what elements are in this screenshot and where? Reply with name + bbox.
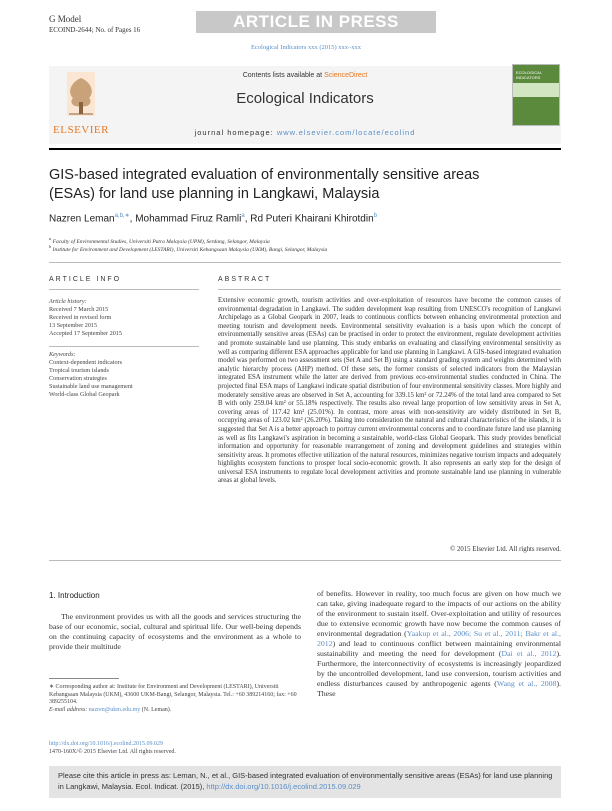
email-link[interactable]: nazren@ukm.edu.my	[88, 706, 141, 713]
homepage-link[interactable]: www.elsevier.com/locate/ecolind	[276, 128, 416, 137]
journal-reference[interactable]: Ecological Indicators xxx (2015) xxx–xxx	[250, 44, 362, 51]
author-separator: ,	[244, 213, 251, 225]
divider	[49, 338, 199, 347]
history-item: Accepted 17 September 2015	[49, 330, 123, 337]
issn-copyright: 1470-160X/© 2015 Elsevier Ltd. All rights reserved.	[49, 749, 176, 755]
homepage-label: journal homepage:	[194, 128, 274, 137]
divider	[49, 262, 561, 263]
gmodel-label	[49, 14, 140, 36]
author-name[interactable]: Nazren Leman	[49, 213, 115, 225]
divider	[49, 289, 199, 290]
section-heading-introduction: 1. Introduction	[49, 591, 100, 600]
history-item: 13 September 2015	[49, 322, 98, 329]
abstract-heading: ABSTRACT	[218, 276, 272, 283]
intro-left-text: The environment provides us with all the goods and services structuring the base of our economic, social, cultural and spiritual life. Our well-being depends on the continuing capacity of ecosystems and the environment as a whole to provide their multitude	[49, 612, 301, 651]
history-label: Article history:	[49, 298, 87, 305]
article-info	[49, 298, 199, 399]
footnote-text: ∗ Corresponding author at: Institute for Environment and Development (LESTARI), Universiti Kebangsaan Malaysia (UKM), 43600 UKM-Bangi, Selangor, Malaysia. Tel.: +60 389214160; fax: +60 389255104.	[49, 684, 297, 706]
gmodel-text: G Model	[49, 14, 82, 24]
keyword: Tropical tourism islands	[49, 367, 109, 374]
corresponding-author-footnote	[49, 684, 309, 714]
intro-right-text: of benefits. However in reality, too much focus are given on how much we can take, giving inadequate regard to the impacts of our actions on the ability of the environment to sustain itself. Over-exploitation and utility of resources due to extensive economic growth have now become the common causes of environmental degradation (	[317, 589, 561, 638]
citation-link[interactable]: Yaakup et al., 2006; Su et al., 2011; Bakr et al., 2012	[317, 629, 561, 648]
intro-right-paragraph	[317, 589, 561, 699]
keyword: Conservation strategies	[49, 375, 107, 382]
intro-right-text: ) and lead to continuous conflict between maintaining environmental sustainability and meeting the need for development (	[317, 639, 561, 658]
affiliation-b	[49, 244, 327, 253]
abstract-text: Extensive economic growth, tourism activities and over-exploitation of resources have become the common causes of environmental degradation in Langkawi. The sudden development leap resulting from UNESCO's recognition of Langkawi Archipelago as a Global Geopark in 2007, leads to continuous conflicts between enhancing environmental protection and meeting tourism and development needs. Environmental sensitivity evaluation is a basis upon which the concept of environmentally sensitive areas (ESAs) can be practised in order to protect the environment, regulate development activities and promote sustainable land use planning. This study embarks on evaluating and classifying environmental sensitivity as well as comparing different ESA approaches applicable for land use planning in Langkawi. A GIS-based integrated evaluation model was performed on two assessment sets (Set A and Set B) using a standard grading system and weights determined with analytic hierarchy process (AHP) method. Of these sets, the former consists of selected indicators from the Malaysian integrated ESA instrument while the latter are derived from previous eco-environmental studies conducted in China. The projected final ESA maps of Langkawi indicate spatial distribution of four environmental sensitivity classes. More highly and moderately sensitive areas are observed in Set A, accounting for 339.15 km² or 72.24% of the total land area compared to Set B with only 259.04 km² or 55.18% respectively. The results also reveal large proportion of low sensitivity areas in Set A, covering areas of 117.42 km² (25.01%). In contrast, more areas with non-sensitivity are widely distributed in Set B, occupying areas of 123.02 km² (26.20%). Taking into consideration the natural and cultural characteristics of the islands, it is suggested that Set A is a better approach to portray current environmental concerns and to coordinate future land use planning as well as fits Langkawi's aspiration in becoming a sustainable, world-class Global Geopark. This study provides beneficial information and opportunity for reasonable rearrangement of zoning and development guidelines and strategies within sensitivity areas. It promotes effective utilization of the natural resources, minimizes negative tourism impacts and adequately highlights ecosystem functions to prosper local socio-economic growth. It also represents an early step for the design of universal ESA instruments to regulate local development activities and promote sustainable land use planning in vulnerable areas at global levels.	[218, 297, 561, 485]
intro-right-text: ). These	[317, 679, 561, 698]
keywords-label: Keywords:	[49, 351, 76, 358]
doi-link[interactable]: http://dx.doi.org/10.1016/j.ecolind.2015.09.029	[49, 741, 164, 747]
cover-title: ECOLOGICAL INDICATORS	[516, 70, 542, 80]
author-affil-mark[interactable]: a,b,∗	[114, 213, 130, 219]
cover-band	[513, 83, 559, 97]
author-separator: ,	[129, 213, 136, 225]
email-owner: (N. Leman).	[141, 706, 172, 713]
article-in-press-banner: ARTICLE IN PRESS	[196, 11, 436, 33]
intro-right-text: ). Furthermore, the interconnectivity of ecosystems is increasingly jeopardized by the uncontrolled development, land use conversion, tourism activities and endless disturbances caused by anthropogenic agents (	[317, 649, 561, 688]
article-title	[49, 166, 549, 204]
affiliation-text: Faculty of Environmental Studies, Universiti Putra Malaysia (UPM), Serdang, Selangor, Malaysia	[52, 238, 270, 245]
footnote-rule	[49, 678, 119, 679]
author-name[interactable]: Mohammad Firuz Ramli	[135, 213, 242, 225]
elsevier-wordmark: ELSEVIER	[53, 124, 109, 136]
intro-left-paragraph	[49, 612, 301, 652]
keyword: Sustainable land use management	[49, 383, 133, 390]
title-line-2: (ESAs) for land use planning in Langkawi, Malaysia	[49, 186, 380, 202]
contents-line	[120, 72, 490, 79]
email-line	[49, 707, 309, 715]
affiliation-mark: b	[49, 244, 52, 249]
citation-link[interactable]: Dai et al., 2012	[501, 649, 557, 658]
citation-body: Please cite this article in press as: Leman, N., et al., GIS-based integrated evaluation of environmentally sensitive areas (ESAs) for land use planning in Langkawi, Malaysia. Ecol. Indicat. (2015),	[58, 771, 553, 791]
journal-cover-thumbnail	[512, 64, 560, 126]
affiliation-text: Institute for Environment and Development (LESTARI), Universiti Kebangsaan Malaysia (UKM), Bangi, Selangor, Malaysia	[52, 246, 328, 253]
sciencedirect-link[interactable]: ScienceDirect	[324, 72, 368, 79]
history-item: Received 7 March 2015	[49, 306, 109, 313]
contents-prefix: Contents lists available at	[242, 72, 323, 79]
journal-homepage	[120, 128, 490, 137]
affiliation-mark: a	[49, 236, 52, 241]
citation-link[interactable]: Wang et al., 2008	[496, 679, 557, 688]
manuscript-ref: ECOIND-2644; No. of Pages 16	[49, 26, 141, 34]
author-affil-mark[interactable]: a	[241, 213, 245, 219]
author-affil-mark[interactable]: b	[373, 213, 377, 219]
citation-text	[58, 771, 554, 792]
email-label: E-mail address:	[49, 706, 88, 713]
masthead-rule	[49, 148, 561, 150]
elsevier-tree-logo	[49, 68, 113, 130]
article-info-heading: ARTICLE INFO	[49, 276, 122, 283]
keyword: World-class Global Geopark	[49, 391, 120, 398]
citation-doi-link[interactable]: http://dx.doi.org/10.1016/j.ecolind.2015.09.029	[206, 781, 361, 791]
history-item: Received in revised form	[49, 314, 112, 321]
keyword: Context-dependent indicators	[49, 359, 123, 366]
title-line-1: GIS-based integrated evaluation of environmentally sensitive areas	[49, 167, 480, 183]
doi-block	[49, 740, 176, 756]
divider	[49, 560, 561, 561]
divider	[218, 289, 561, 290]
journal-title: Ecological Indicators	[236, 90, 374, 107]
author-list	[49, 212, 377, 224]
author-name[interactable]: Rd Puteri Khairani Khirotdin	[250, 213, 374, 225]
abstract-copyright: © 2015 Elsevier Ltd. All rights reserved.	[450, 546, 561, 553]
